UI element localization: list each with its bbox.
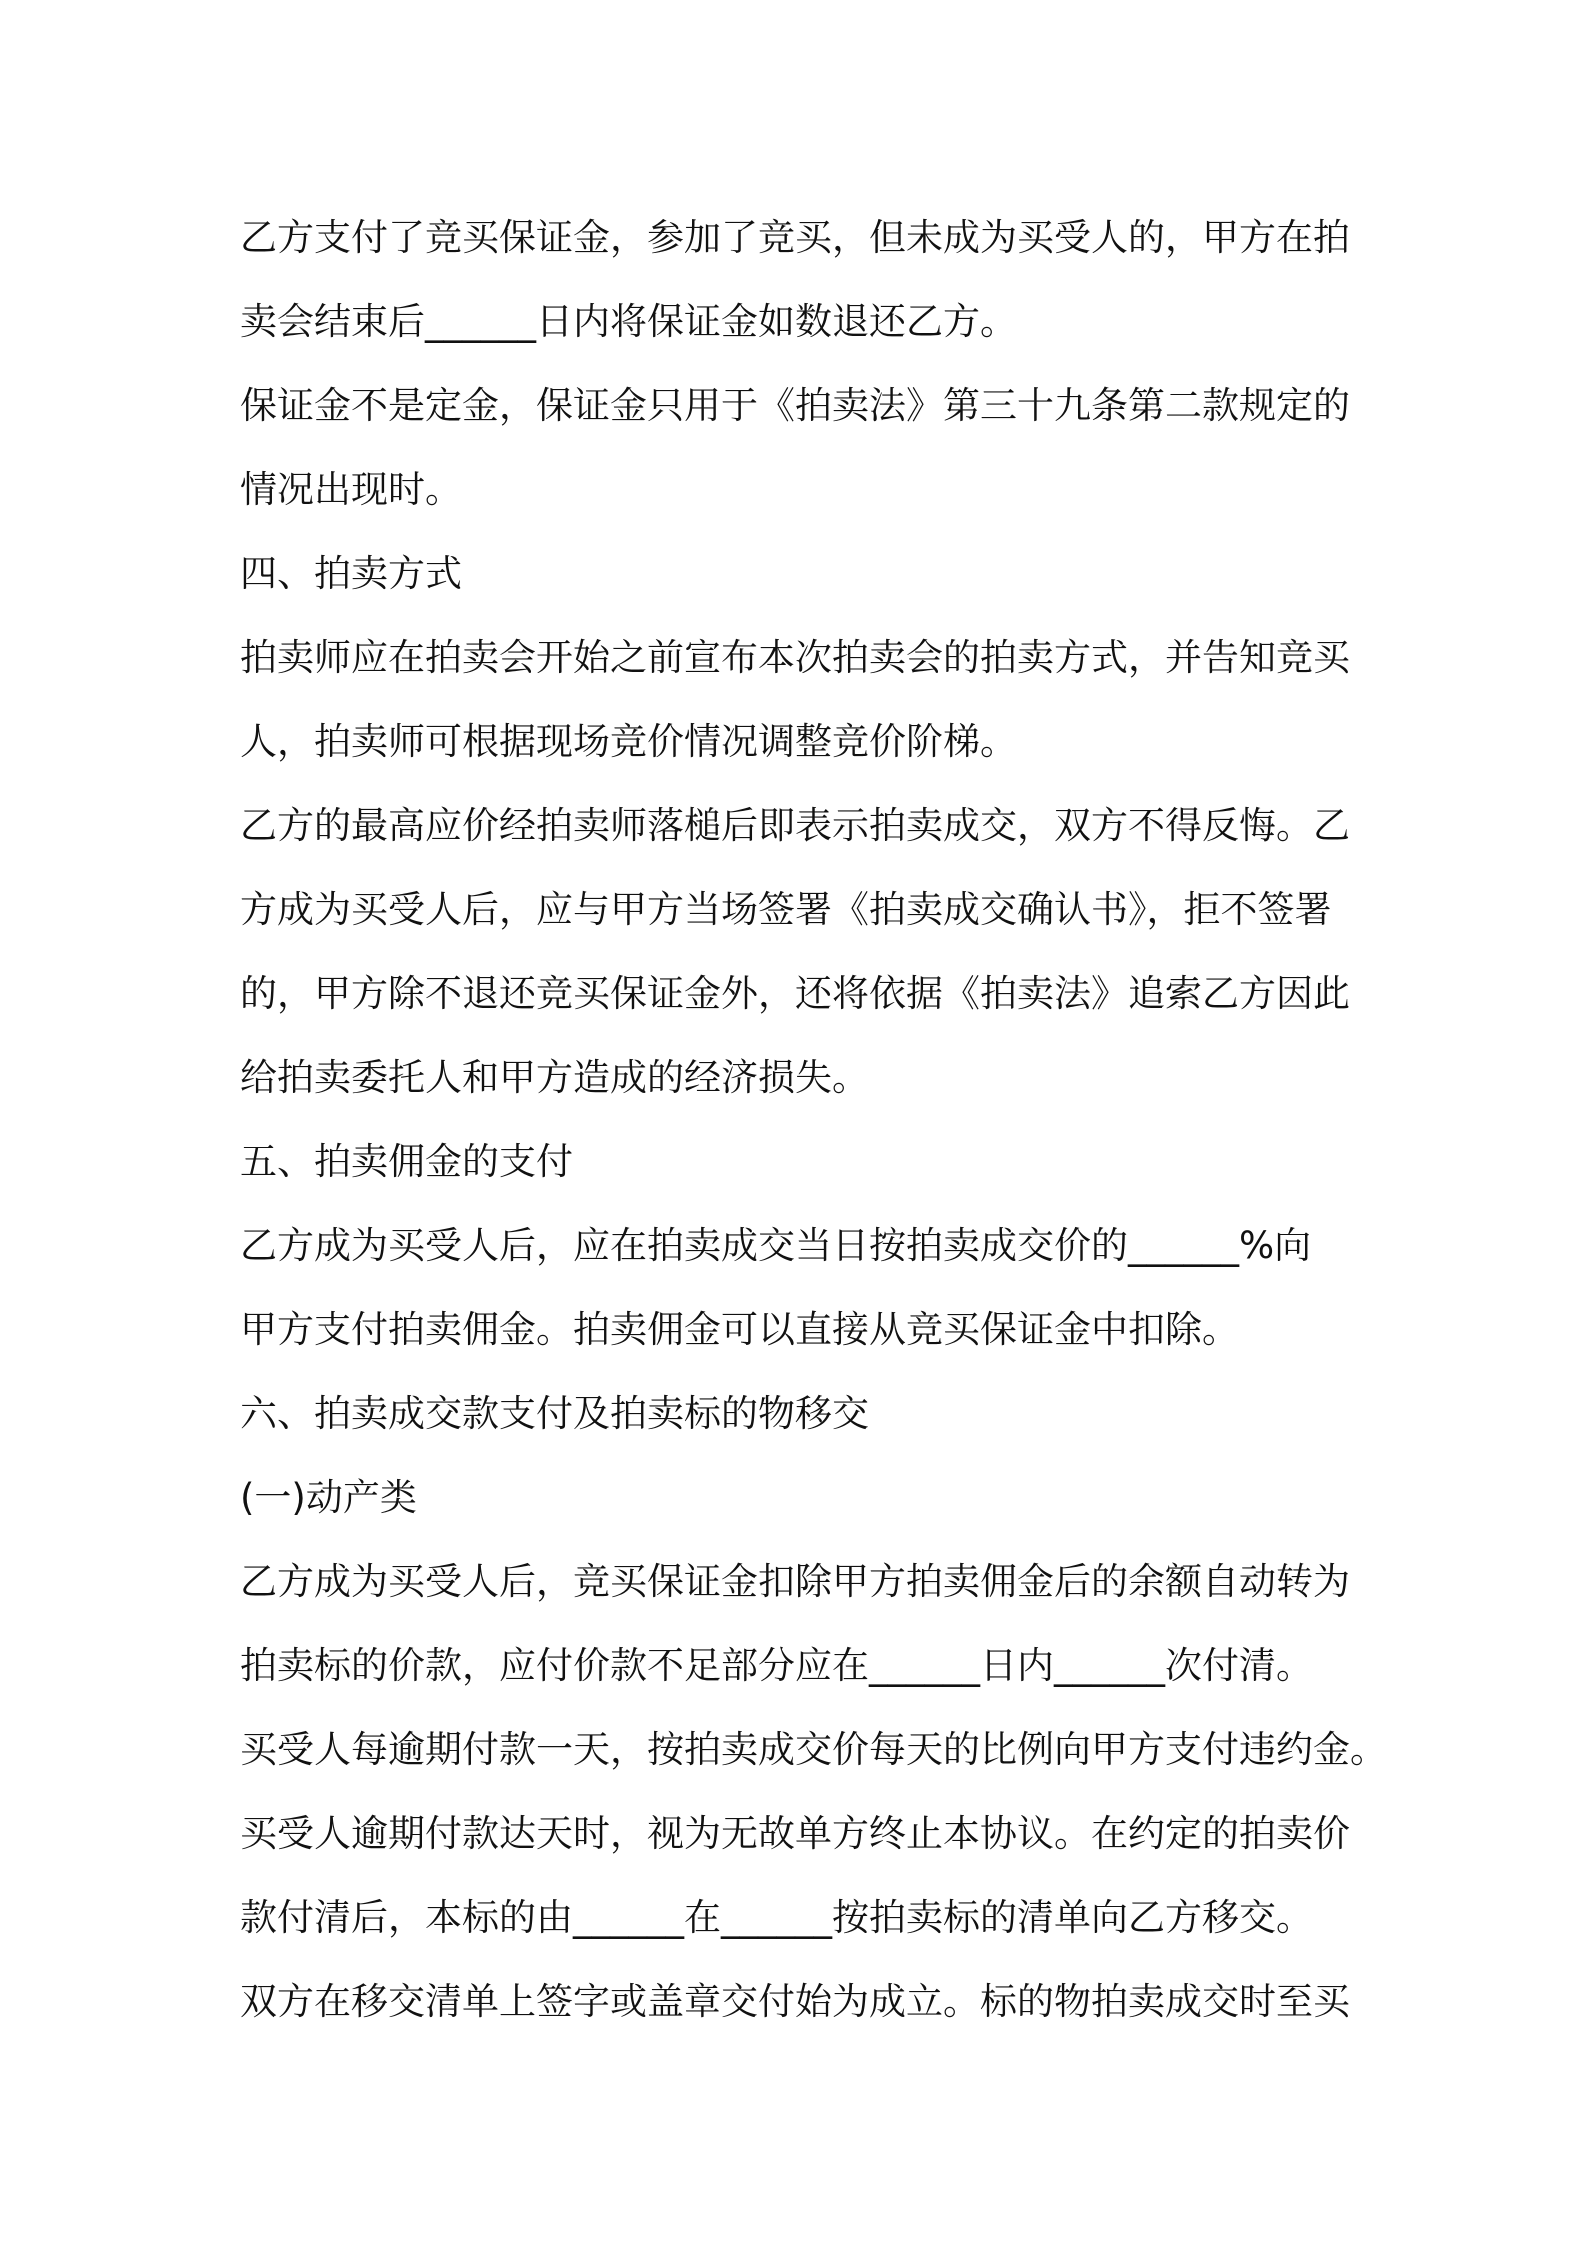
- paragraph-line: 甲方支付拍卖佣金。拍卖佣金可以直接从竞买保证金中扣除。: [240, 1308, 1239, 1351]
- paragraph-line: 买受人逾期付款达天时，视为无故单方终止本协议。在约定的拍卖价: [240, 1812, 1350, 1855]
- paragraph-line: 保证金不是定金，保证金只用于《拍卖法》第三十九条第二款规定的: [240, 384, 1350, 427]
- paragraph-line: 方成为买受人后，应与甲方当场签署《拍卖成交确认书》，拒不签署: [240, 888, 1332, 931]
- paragraph-line: 乙方支付了竞买保证金，参加了竞买，但未成为买受人的，甲方在拍: [240, 216, 1350, 259]
- paragraph-line: 双方在移交清单上签字或盖章交付始为成立。标的物拍卖成交时至买: [240, 1980, 1350, 2023]
- section-heading: 六、拍卖成交款支付及拍卖标的物移交: [240, 1392, 869, 1435]
- paragraph-line: 款付清后，本标的由______在______按拍卖标的清单向乙方移交。: [240, 1896, 1313, 1939]
- paragraph-line: 乙方成为买受人后，应在拍卖成交当日按拍卖成交价的______%向: [240, 1224, 1312, 1267]
- paragraph-line: 给拍卖委托人和甲方造成的经济损失。: [240, 1056, 869, 1099]
- paragraph-line: 的，甲方除不退还竞买保证金外，还将依据《拍卖法》追索乙方因此: [240, 972, 1350, 1015]
- paragraph-line: 拍卖师应在拍卖会开始之前宣布本次拍卖会的拍卖方式，并告知竞买: [240, 636, 1350, 679]
- paragraph-line: 情况出现时。: [240, 468, 462, 511]
- paragraph-line: 人，拍卖师可根据现场竞价情况调整竞价阶梯。: [240, 720, 1017, 763]
- paragraph-line: 拍卖标的价款，应付价款不足部分应在______日内______次付清。: [240, 1644, 1313, 1687]
- document-body: [240, 196, 1387, 2044]
- paragraph-line: 乙方成为买受人后，竞买保证金扣除甲方拍卖佣金后的余额自动转为: [240, 1560, 1350, 1603]
- subsection-heading: (一)动产类: [240, 1476, 417, 1519]
- section-heading: 五、拍卖佣金的支付: [240, 1140, 573, 1183]
- paragraph-line: 乙方的最高应价经拍卖师落槌后即表示拍卖成交，双方不得反悔。乙: [240, 804, 1350, 847]
- paragraph-line: 买受人每逾期付款一天，按拍卖成交价每天的比例向甲方支付违约金。: [240, 1728, 1387, 1771]
- section-heading: 四、拍卖方式: [240, 552, 462, 595]
- paragraph-line: 卖会结束后______日内将保证金如数退还乙方。: [240, 300, 1017, 343]
